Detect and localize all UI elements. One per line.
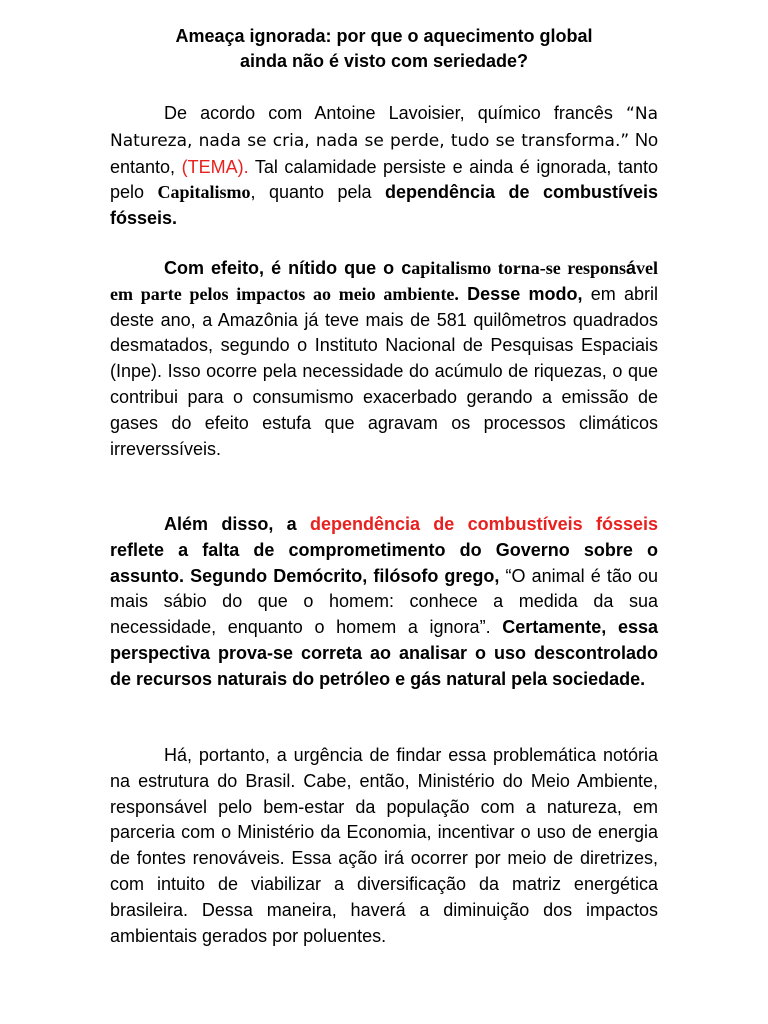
capitalismo-term: Capitalismo: [157, 182, 251, 203]
democrito-quote: “O animal é tão ou mais sábio do que o homem: conhece a medida da sua necessidade, enquanto o homem a ignora”.: [110, 565, 658, 638]
p2-serif-2: vel em parte pelos impactos ao meio ambiente.: [110, 258, 658, 304]
paragraph-development-2: [110, 512, 658, 693]
tema-placeholder: (TEMA).: [181, 156, 249, 177]
p4-body: Há, portanto, a urgência de findar essa problemática notória na estrutura do Brasil. Cabe, então, Ministério do Meio Ambiente, responsável pelo bem-estar da população com a natureza, em parceria com o Ministério da Economia, incentivar o uso de energia de fontes renováveis. Essa ação irá ocorrer por meio de diretrizes, com intuito de viabilizar a diversificação da matriz energética brasileira. Dessa maneira, haverá a diminuição dos impactos ambientais gerados por poluentes.: [110, 745, 658, 946]
title-line-1: Ameaça ignorada: por que o aquecimento global: [175, 26, 593, 46]
p2-body: em abril deste ano, a Amazônia já teve mais de 581 quilômetros quadrados desmatados, segundo o Instituto Nacional de Pesquisas Espaciais (Inpe). Isso ocorre pela necessidade do acúmulo de riquezas, o que contribui para o consumismo exacerbado gerando a emissão de gases do efeito estufa que agravam os processos climáticos irreverssíveis.: [110, 283, 658, 459]
paragraph-conclusion: [110, 743, 658, 949]
p2-bold-2: á: [625, 258, 636, 278]
p1-text-2: No entanto,: [110, 129, 658, 177]
p2-bold-1: Com efeito, é nítido que o c: [164, 258, 412, 278]
paragraph-introduction: [110, 101, 658, 232]
p2-bold-3: Desse modo,: [458, 283, 583, 304]
p1-text-1: De acordo com Antoine Lavoisier, químico francês: [164, 103, 627, 123]
p3-bold-3: Certamente, essa perspectiva prova-se correta ao analisar o uso descontrolado de recursos naturais do petróleo e gás natural pela sociedade.: [110, 617, 658, 689]
paragraph-development-1: [110, 256, 658, 462]
title-line-2: ainda não é visto com seriedade?: [239, 51, 529, 71]
p2-serif-1: apitalismo torna-se respons: [411, 258, 626, 278]
p1-text-4: , quanto pela: [250, 182, 385, 203]
p1-text-3: Tal calamidade persiste e ainda é ignorada, tanto pelo: [110, 156, 659, 203]
essay-title: [110, 24, 658, 74]
dependencia-term: dependência de combustíveis fósseis.: [110, 182, 658, 229]
lavoisier-quote: “Na Natureza, nada se cria, nada se perde, tudo se transforma.”: [110, 104, 658, 151]
p3-bold-2: reflete a falta de comprometimento do Governo sobre o assunto. Segundo Demócrito, filósofo grego,: [110, 539, 658, 586]
p3-bold-1: Além disso, a: [164, 514, 310, 534]
p3-red-highlight: dependência de combustíveis fósseis: [309, 514, 658, 534]
